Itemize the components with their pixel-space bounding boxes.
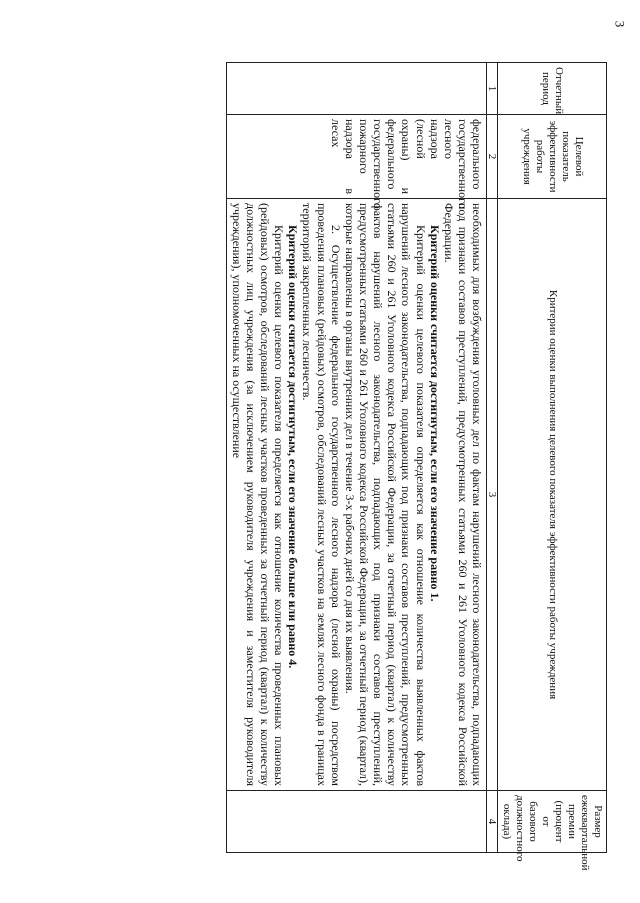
cell-indicator: [227, 115, 487, 209]
cell-criteria: [227, 199, 487, 791]
cell-period: [227, 63, 487, 115]
criteria-paragraph: Критерий оценки считается достигнутым, если его значение равно 1.: [427, 225, 442, 602]
header-period: Отчетный период: [498, 63, 607, 115]
header-indicator: Целевой показатель эффективности работы учреждения: [498, 115, 607, 199]
header-premium: Размер ежеквартальной премии (процент от базового должностного оклада): [498, 791, 607, 853]
criteria-paragraph: Критерий оценки целевого показателя определяется как отношение количества выявленных фактов нарушений лесного законодательства, подпадающих под признаки составов преступлений, предусмотренных статьями 260 и 261 Уголовного кодекса Российской Федерации, за отчетный период (квартал) к количеству фактов нарушений лесного законодательства, подпадающих под признаки составов преступлений, предусмотренных статьями 260 и 261 Уголовного кодекса Российской Федерации, за отчетный период (квартал), которые направлены в органы внутренних дел в течение 3-х рабочих дней со дня их выявления.: [342, 203, 428, 786]
cell-premium: [227, 791, 487, 853]
criteria-table: [226, 62, 607, 871]
rotated-table-container: [107, 62, 607, 871]
column-number: 1: [487, 63, 498, 115]
column-number-row: [487, 63, 498, 853]
column-number: 2: [487, 115, 498, 199]
column-number: 3: [487, 199, 498, 791]
header-row: [498, 63, 607, 853]
criteria-paragraph: необходимых для возбуждения уголовных дел по фактам нарушений лесного законодательства, подпадающих под признаки составов преступлений, предусмотренных статьями 260 и 261 Уголовного кодекса Российской Федерации.: [441, 203, 485, 786]
criteria-paragraph: Критерий оценки считается достигнутым, если его значение больше или равно 4.: [286, 225, 301, 669]
criteria-paragraph: Критерий оценки целевого показателя определяется как отношение количества проведенных плановых (рейдовых) осмотров, обследований лесных участков проведенных за отчетный период (квартал) к количеству должностных лиц учреждения (за исключением руководителя учреждения и заместителя руководителя учреждения), уполномоченных на осуществление: [229, 203, 287, 786]
indicator-text: федерального государственного лесного надзора (лесной охраны) и федерального государственного пожарного надзора в лесах: [328, 119, 485, 209]
column-number: 4: [487, 791, 498, 853]
table-row: [227, 63, 487, 853]
criteria-text: [229, 203, 484, 786]
criteria-paragraph: 2. Осуществление федерального государственного лесного надзора (лесной охраны) посредством проведения плановых (рейдовых) осмотров, обследований лесных участков на землях лесного фонда в границах территорий закрепленных лесничеств.: [300, 203, 343, 786]
header-criteria: Критерии оценки выполнения целевого показателя эффективности работы учреждения: [498, 199, 607, 791]
page-number: 3: [611, 20, 627, 28]
